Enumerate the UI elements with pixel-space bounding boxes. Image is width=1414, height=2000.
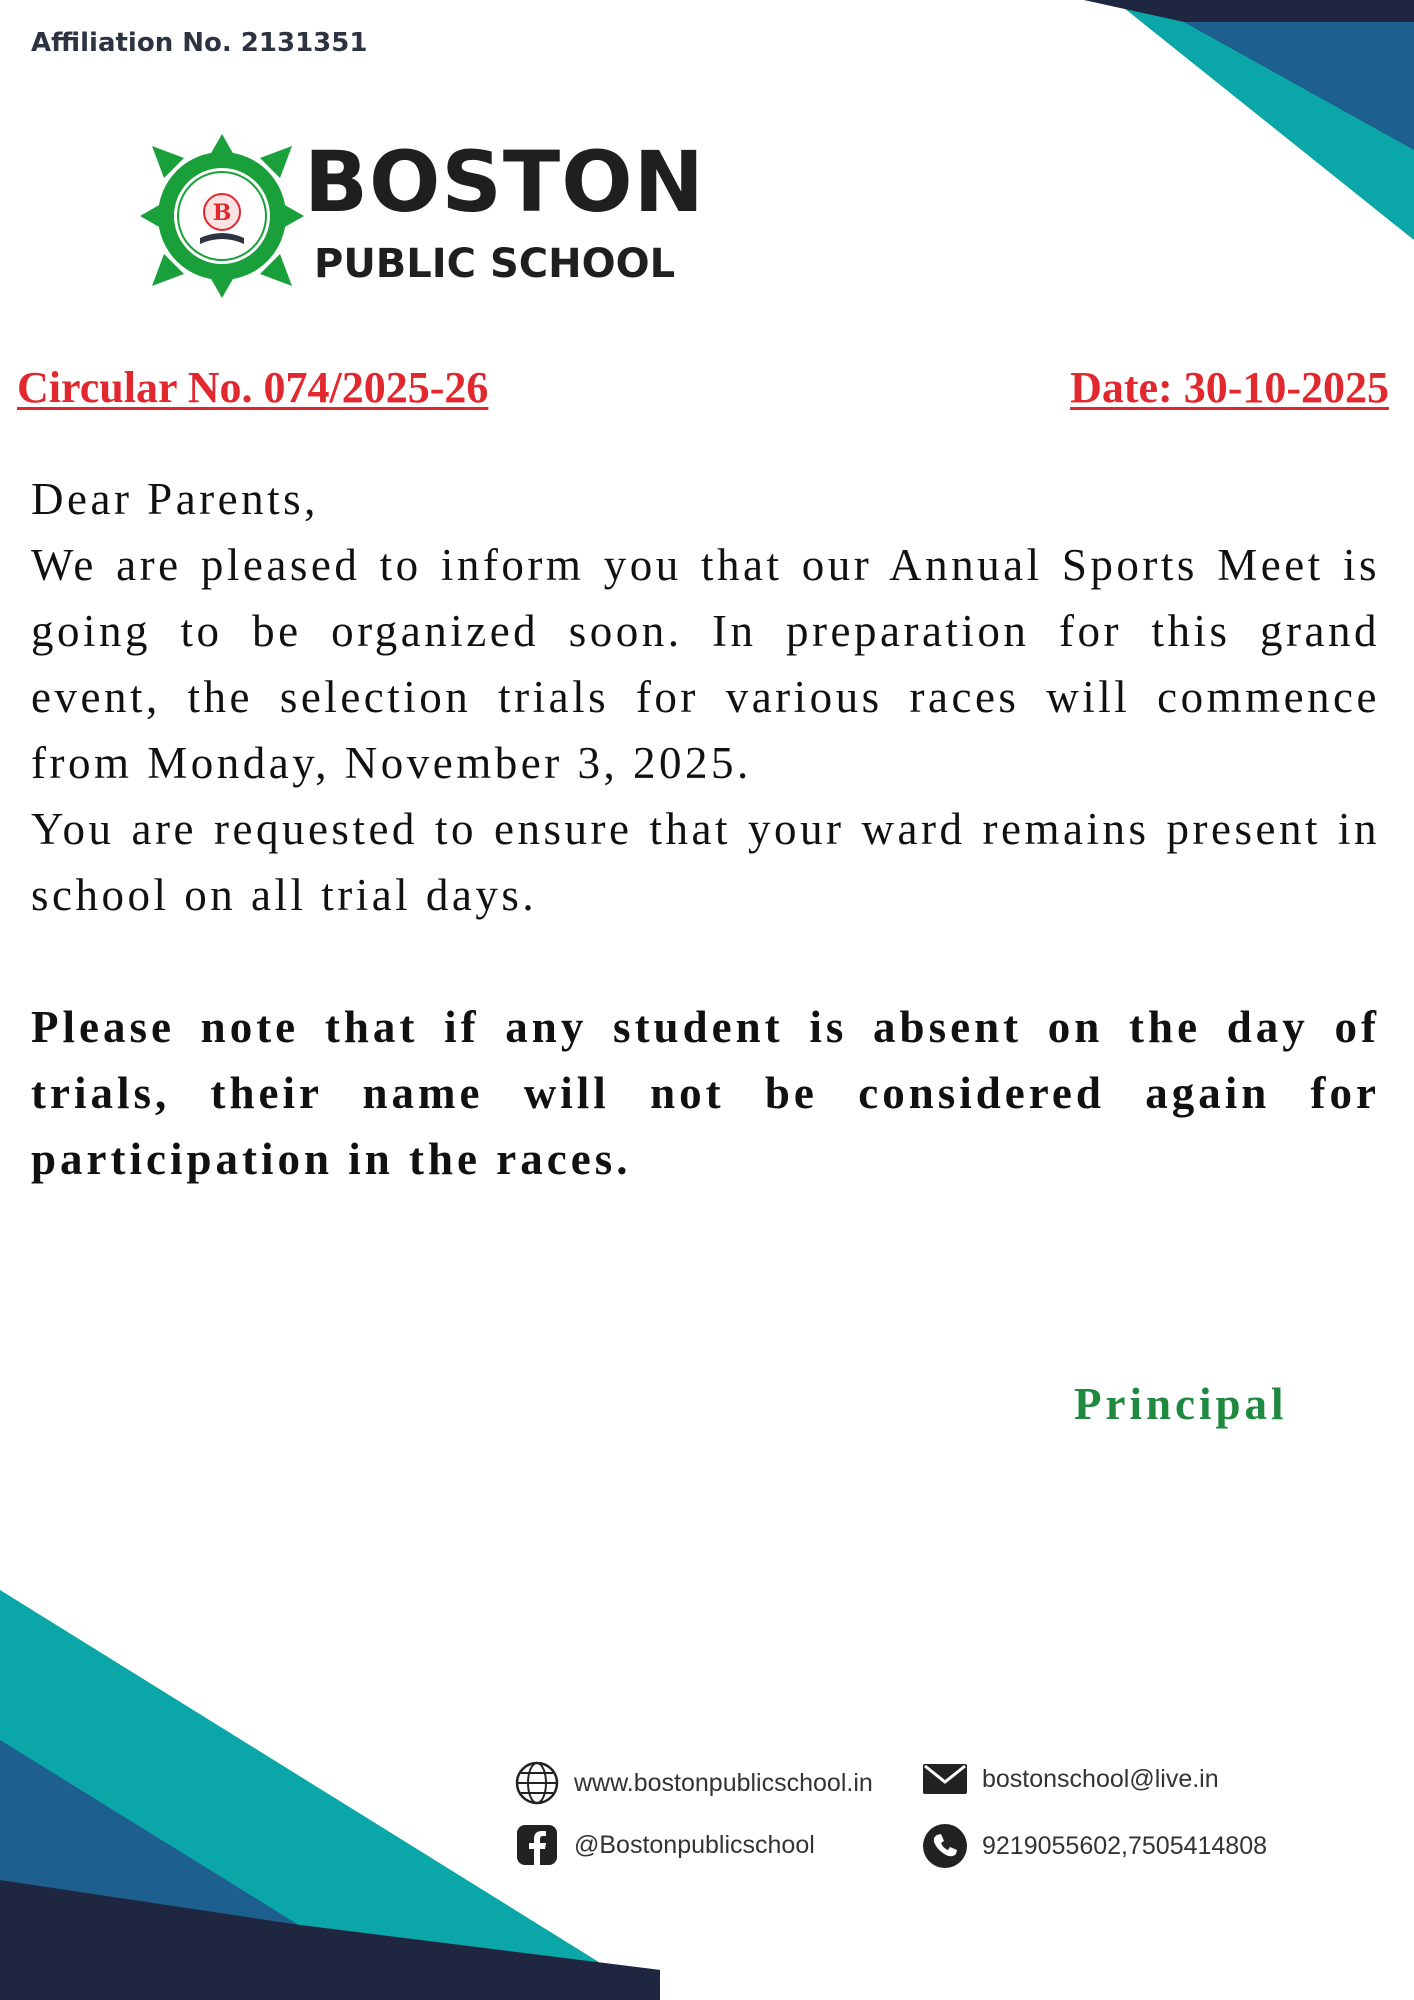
- svg-text:B: B: [212, 200, 232, 226]
- facebook-contact[interactable]: [514, 1822, 815, 1868]
- email-contact[interactable]: [922, 1756, 1219, 1802]
- email-text[interactable]: bostonschool@live.in: [982, 1764, 1219, 1793]
- globe-icon: [514, 1760, 560, 1806]
- letter-body: [31, 466, 1380, 1192]
- website-contact[interactable]: [514, 1760, 873, 1806]
- paragraph-announcement: We are pleased to inform you that our Annual Sports Meet is going to be organized soon. In preparation for this grand event, the selection trials for various races will commence from Monday, November 3, 2025.: [31, 540, 1380, 788]
- website-text[interactable]: www.bostonpublicschool.in: [574, 1768, 873, 1797]
- phone-contact[interactable]: [922, 1823, 1267, 1869]
- affiliation-number: Affiliation No. 2131351: [31, 28, 368, 58]
- facebook-icon: [514, 1822, 560, 1868]
- phone-icon: [922, 1823, 968, 1869]
- paragraph-request: You are requested to ensure that your ward remains present in school on all trial days.: [31, 804, 1380, 920]
- school-name: BOSTON: [304, 133, 705, 231]
- corner-decoration-top-right: [1054, 0, 1414, 240]
- circular-date: Date: 30-10-2025: [1070, 363, 1389, 412]
- school-logo-emblem: [138, 132, 306, 300]
- notice-paragraph: Please note that if any student is absent on the day of trials, their name will not be considered again for participation in the races.: [31, 1002, 1380, 1184]
- signature-principal: Principal: [1074, 1379, 1288, 1429]
- circular-number: Circular No. 074/2025-26: [17, 363, 489, 412]
- phone-text[interactable]: 9219055602,7505414808: [982, 1831, 1268, 1860]
- facebook-text[interactable]: @Bostonpublicschool: [574, 1830, 815, 1859]
- mail-icon: [922, 1756, 968, 1802]
- school-subtitle: PUBLIC SCHOOL: [314, 241, 676, 287]
- salutation: Dear Parents,: [31, 474, 319, 524]
